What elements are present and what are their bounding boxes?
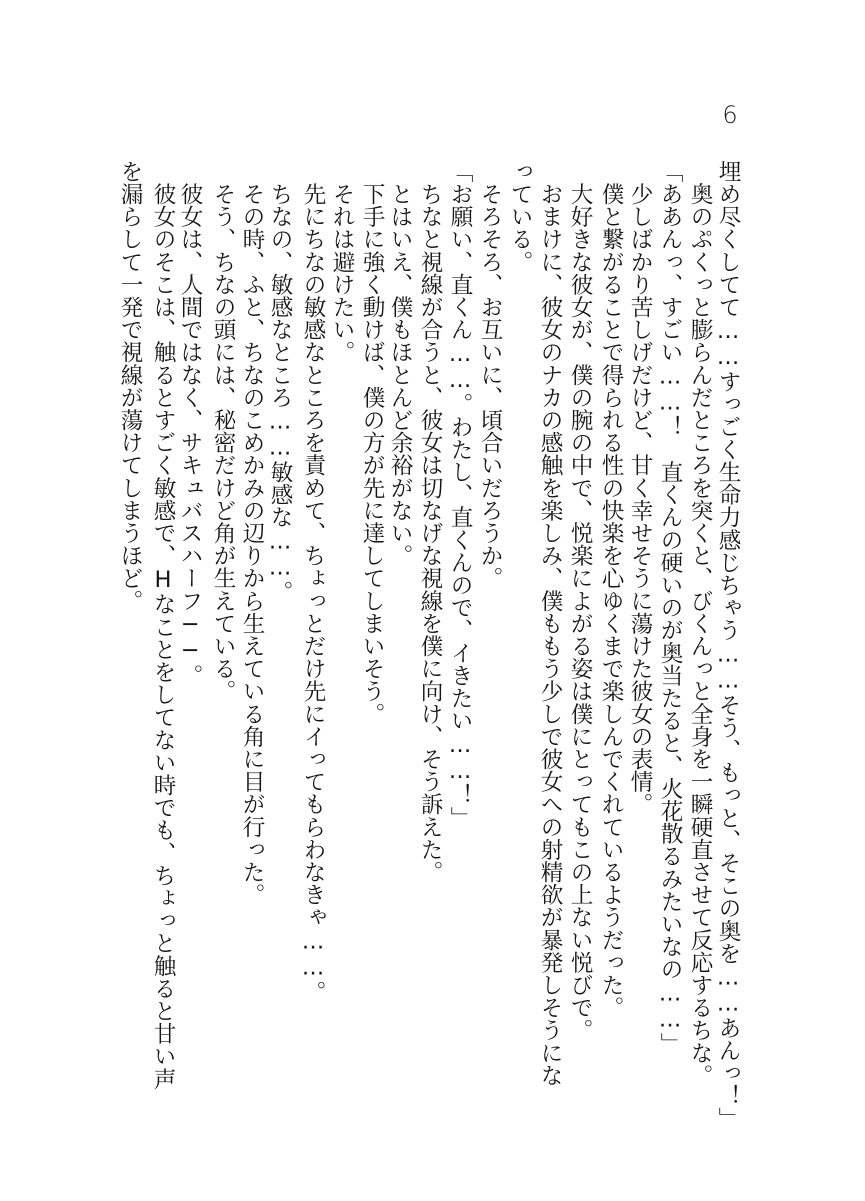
text-column: 彼女は、人間ではなく、サキュバスハーフ──。	[177, 160, 203, 687]
text-column: 「お願い、直くん……。わたし、直くんので、イきたい……！」	[447, 160, 473, 829]
text-column: そろそろ、お互いに、頃合いだろうか。	[477, 160, 503, 590]
text-column: とはいえ、僕もほとんど余裕がない。	[387, 160, 413, 567]
text-column: っている。	[507, 160, 533, 273]
text-column: ちなと視線が合うと、彼女は切なげな視線を僕に向け、そう訴えた。	[417, 160, 443, 884]
text-column: ちなの、敏感なところ……敏感な……。	[267, 160, 293, 603]
text-column: おまけに、彼女のナカの感触を楽しみ、僕ももう少しで彼女への射精欲が暴発しそうにな	[537, 160, 563, 1087]
page-number: 6	[722, 101, 738, 129]
text-column: を漏らして一発で視線が蕩けてしまうほど。	[117, 160, 143, 612]
text-column: 僕と繋がることで得られる性の快楽を心ゆくまで楽しんでくれているようだった。	[598, 160, 624, 1019]
text-column: 下手に強く動けば、僕の方が先に達してしまいそう。	[359, 160, 385, 725]
text-column: その時、ふと、ちなのこめかみの辺りから生えている角に目が行った。	[239, 160, 265, 906]
text-column: 少しばかり苦しげだけど、甘く幸せそうに蕩けた彼女の表情。	[627, 160, 653, 816]
text-column: 大好きな彼女が、僕の腕の中で、悦楽によがる姿は僕にとってもこの上ない悦びで。	[567, 160, 593, 1042]
vertical-text-body	[0, 160, 865, 1130]
text-column: それは避けたい。	[329, 160, 355, 364]
text-column: 埋め尽くしてて……すっごく生命力感じちゃう……そう、もっと、そこの奥を……あんっ！」	[715, 160, 741, 1130]
text-column: 奥のぷくっと膨らんだところを突くと、びくんっと全身を一瞬硬直させて反応するちな。	[687, 160, 713, 1087]
text-column: 「ああんっ、すごい……！ 直くんの硬いのが奥当たると、火花散るみたいなの……」	[657, 160, 683, 1055]
text-column: 先にちなの敏感なところを責めて、ちょっとだけ先にイってもらわなきゃ……。	[300, 160, 326, 1003]
text-column: 彼女のそこは、触るとすごく敏感で、Hなことをしてない時でも、ちょっと触ると甘い声	[150, 160, 176, 1090]
text-column: そう、ちなの頭には、秘密だけど角が生えている。	[210, 160, 236, 703]
